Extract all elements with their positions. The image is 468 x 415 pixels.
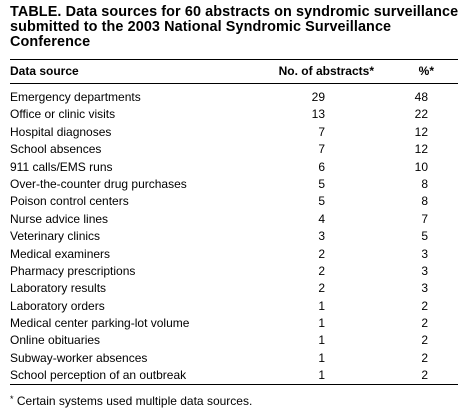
table-title: TABLE. Data sources for 60 abstracts on syndromic surveillance submitted to the 2003 National Syndromic Surveillance Conference	[10, 4, 459, 50]
cell-data-source: Laboratory orders	[10, 298, 105, 313]
cell-data-source: Medical center parking-lot volume	[10, 316, 190, 331]
table-row	[10, 247, 458, 264]
table-bottom-rule	[10, 384, 458, 385]
table-row	[10, 194, 458, 211]
cell-no-of-abstracts: 1	[318, 316, 325, 331]
cell-no-of-abstracts: 29	[311, 90, 325, 104]
table-row	[10, 229, 458, 246]
cell-percent: 2	[421, 368, 428, 383]
cell-data-source: Laboratory results	[10, 281, 107, 296]
cell-no-of-abstracts: 2	[318, 246, 325, 261]
cell-no-of-abstracts: 7	[318, 142, 325, 157]
table-row	[10, 351, 458, 368]
cell-no-of-abstracts: 5	[318, 194, 325, 209]
table-header	[10, 64, 458, 80]
cell-no-of-abstracts: 6	[318, 159, 325, 174]
cell-data-source: Veterinary clinics	[10, 229, 101, 244]
cell-data-source: Medical examiners	[10, 246, 111, 261]
cell-no-of-abstracts: 1	[318, 298, 325, 313]
cell-data-source: 911 calls/EMS runs	[10, 159, 113, 174]
cell-no-of-abstracts: 1	[318, 333, 325, 348]
table-body	[10, 90, 458, 386]
cell-data-source: Hospital diagnoses	[10, 124, 112, 139]
cell-no-of-abstracts: 3	[318, 229, 325, 244]
cell-percent: 10	[414, 159, 428, 174]
footnote	[10, 392, 458, 408]
cell-no-of-abstracts: 1	[318, 350, 325, 365]
table-row	[10, 316, 458, 333]
cell-data-source: Emergency departments	[10, 90, 141, 104]
cell-data-source: Nurse advice lines	[10, 211, 109, 226]
header-data-source: Data source	[10, 64, 79, 78]
cell-percent: 3	[421, 246, 428, 261]
cell-percent: 5	[421, 229, 428, 244]
cell-data-source: Pharmacy prescriptions	[10, 263, 136, 278]
cell-no-of-abstracts: 2	[318, 281, 325, 296]
cell-percent: 7	[421, 211, 428, 226]
cell-data-source: Office or clinic visits	[10, 107, 116, 122]
header-top-rule	[10, 59, 458, 60]
cell-data-source: School perception of an outbreak	[10, 368, 187, 383]
cell-data-source: Online obituaries	[10, 333, 101, 348]
cell-percent: 3	[421, 281, 428, 296]
footnote-marker: *	[10, 394, 14, 404]
table-row	[10, 125, 458, 142]
cell-percent: 48	[414, 90, 428, 104]
cell-data-source: School absences	[10, 142, 102, 157]
cell-percent: 2	[421, 316, 428, 331]
table-row	[10, 264, 458, 281]
cell-no-of-abstracts: 2	[318, 263, 325, 278]
cell-no-of-abstracts: 13	[311, 107, 325, 122]
header-no-of-abstracts: No. of abstracts*	[278, 64, 374, 78]
cell-data-source: Subway-worker absences	[10, 350, 148, 365]
cell-no-of-abstracts: 4	[318, 211, 325, 226]
header-percent: %*	[418, 64, 434, 78]
table-row	[10, 281, 458, 298]
cell-percent: 2	[421, 298, 428, 313]
cell-data-source: Poison control centers	[10, 194, 129, 209]
table-row	[10, 90, 458, 107]
table-row	[10, 142, 458, 159]
table-row	[10, 299, 458, 316]
cell-data-source: Over-the-counter drug purchases	[10, 176, 187, 191]
cell-percent: 12	[414, 124, 428, 139]
cell-percent: 22	[414, 107, 428, 122]
cell-percent: 3	[421, 263, 428, 278]
cell-percent: 12	[414, 142, 428, 157]
table-row	[10, 160, 458, 177]
cell-percent: 2	[421, 350, 428, 365]
cell-percent: 8	[421, 194, 428, 209]
cell-no-of-abstracts: 1	[318, 368, 325, 383]
footnote-text: Certain systems used multiple data sources.	[16, 394, 253, 408]
header-bottom-rule	[10, 83, 458, 84]
cell-no-of-abstracts: 5	[318, 176, 325, 191]
table-row	[10, 177, 458, 194]
table-row	[10, 107, 458, 124]
table-row	[10, 333, 458, 350]
table-row	[10, 212, 458, 229]
cell-no-of-abstracts: 7	[318, 124, 325, 139]
cell-percent: 2	[421, 333, 428, 348]
cell-percent: 8	[421, 176, 428, 191]
